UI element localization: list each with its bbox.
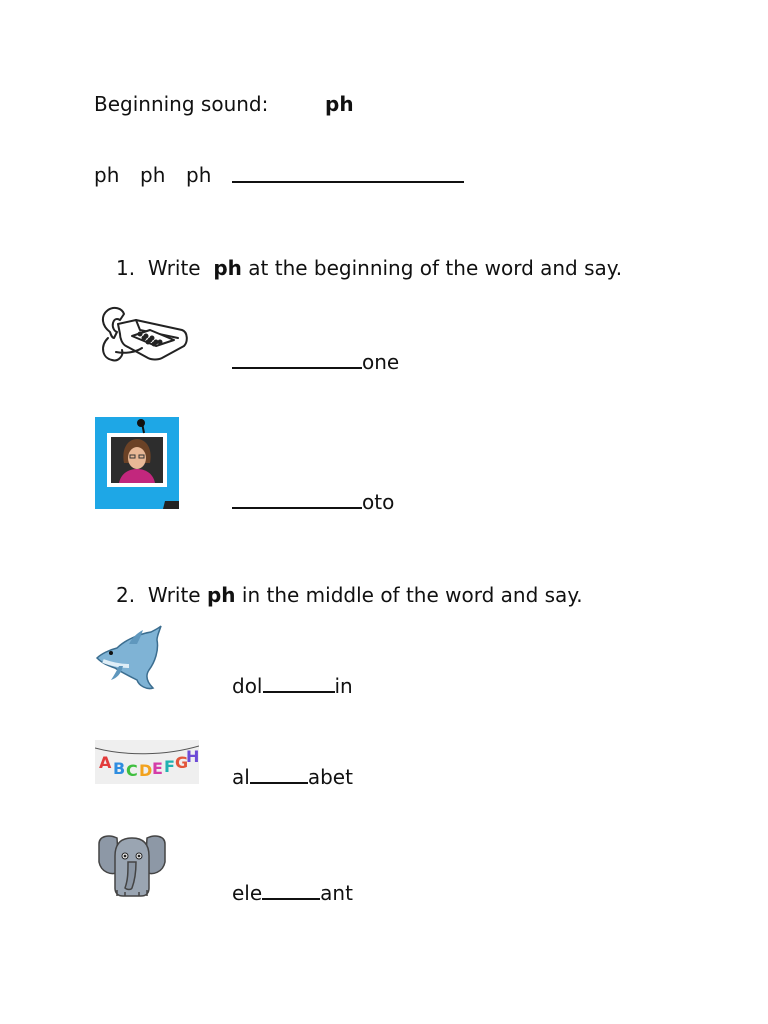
practice-ph-1: ph: [94, 163, 120, 187]
blank-elephant[interactable]: [262, 880, 320, 900]
word-phone: one: [232, 349, 399, 374]
section1-heading: 1. Write ph at the beginning of the word and say.: [116, 256, 623, 280]
section1-bold-ph: ph: [213, 256, 242, 280]
dolphin-icon: [95, 624, 165, 694]
elephant-icon: [95, 832, 169, 898]
alphabet-letter-3: D: [139, 761, 153, 780]
alphabet-letter-5: F: [164, 757, 175, 776]
photo-icon: [95, 417, 179, 509]
alphabet-letter-0: A: [99, 753, 112, 772]
practice-ph-2: ph: [140, 163, 166, 187]
practice-ph-3: ph: [186, 163, 212, 187]
word-photo: oto: [232, 489, 394, 514]
header-sound: ph: [325, 92, 354, 116]
blank-dolphin[interactable]: [263, 673, 335, 693]
blank-alphabet[interactable]: [250, 764, 308, 784]
alphabet-letter-7: H: [186, 747, 199, 766]
word-dolphin: dol in: [232, 674, 353, 698]
section2-bold-ph: ph: [206, 583, 236, 607]
word-elephant: ele ant: [232, 881, 353, 905]
header-label: Beginning sound:: [94, 92, 269, 116]
alphabet-letter-6: G: [175, 753, 189, 772]
section1-number: 1.: [116, 256, 136, 280]
alphabet-letter-4: E: [152, 759, 163, 778]
blank-photo[interactable]: [232, 489, 362, 509]
telephone-icon: [96, 302, 192, 370]
alphabet-letter-2: C: [126, 761, 138, 780]
alphabet-letter-1: B: [113, 759, 126, 778]
word-alphabet: al abet: [232, 765, 353, 789]
blank-phone[interactable]: [232, 349, 362, 369]
alphabet-icon: [95, 740, 199, 784]
section2-heading: 2. Write ph in the middle of the word and say.: [116, 583, 583, 607]
section2-number: 2.: [116, 583, 136, 607]
practice-blank[interactable]: [232, 163, 464, 188]
